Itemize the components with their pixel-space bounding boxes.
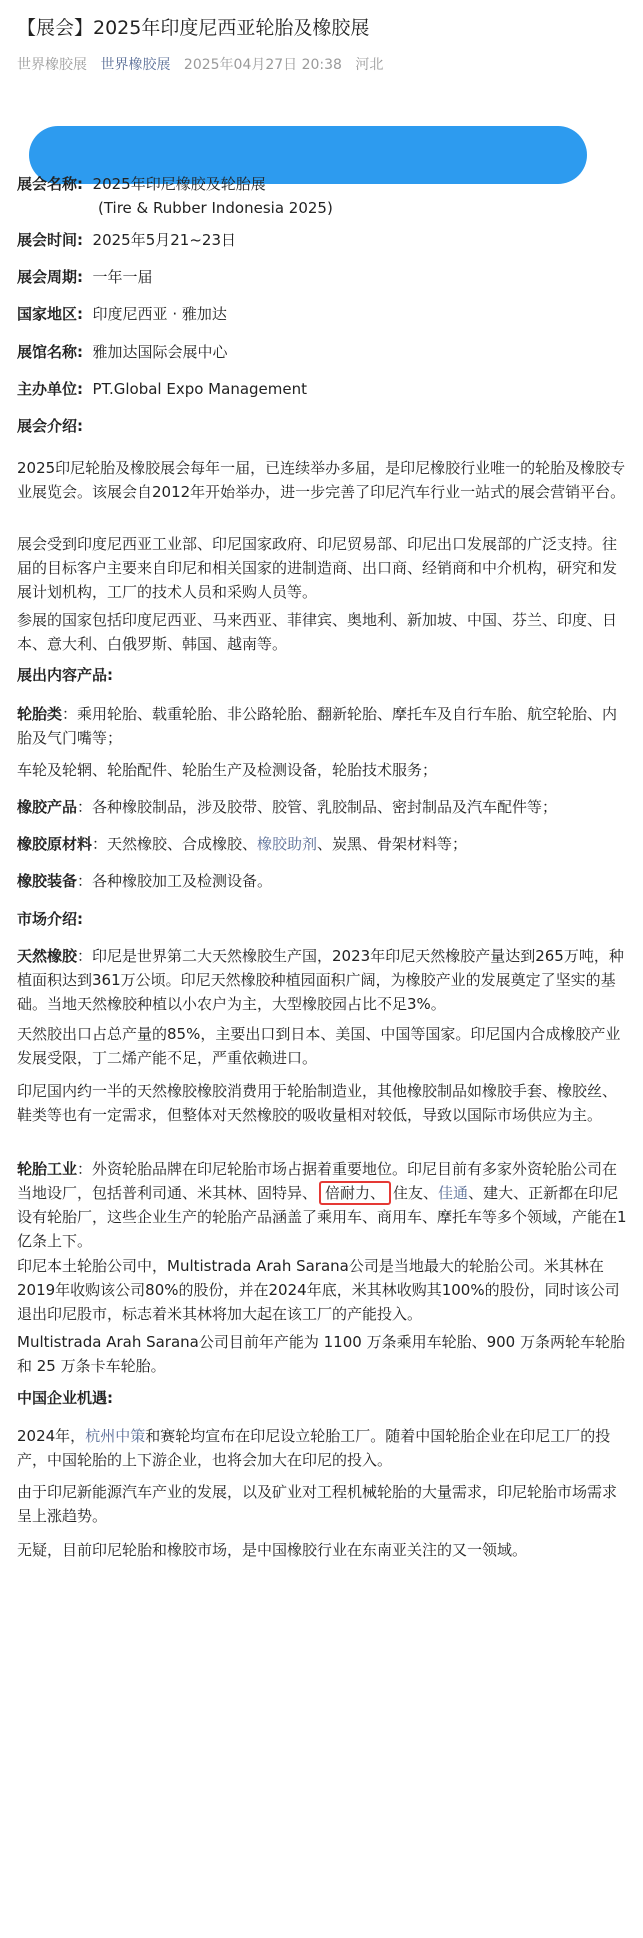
info-venue — [17, 340, 629, 364]
market-nr-label: 天然橡胶 — [17, 947, 78, 965]
zhongce-link[interactable]: 杭州中策 — [85, 1427, 146, 1445]
products-wheel: 车轮及轮辋、轮胎配件、轮胎生产及检测设备，轮胎技术服务； — [17, 761, 438, 779]
info-time-value: 2025年5月21~23日 — [92, 231, 237, 249]
article-meta — [17, 55, 392, 75]
china-paragraph-2: 由于印尼新能源汽车产业的发展，以及矿业对工程机械轮胎的大量需求，印尼轮胎市场需求呈上涨趋势。 — [17, 1483, 618, 1525]
china-paragraph-1 — [17, 1424, 629, 1472]
china-p1-text-1: 2024年， — [17, 1427, 86, 1445]
products-raw-label: 橡胶原材料 — [17, 835, 93, 853]
info-region — [17, 302, 629, 326]
products-tire-text: ：乘用轮胎、载重轮胎、非公路轮胎、翻新轮胎、摩托车及自行车胎、航空轮胎、内胎及气门嘴等； — [17, 705, 618, 747]
market-tire-industry — [17, 1157, 629, 1253]
market-tire-ind-text-1: ：外资轮胎品牌在印尼轮胎市场占据着重要地位。印尼目前有多家外资轮胎公司在当地设厂，包括普利司通、米其林、固特异、 — [17, 1160, 618, 1202]
info-cycle-value: 一年一届 — [92, 268, 153, 286]
products-rubber-label: 橡胶产品 — [17, 798, 78, 816]
info-cycle-label: 展会周期: — [17, 268, 83, 286]
meta-datetime: 2025年04月27日 20:38 — [183, 57, 342, 73]
info-organizer-label: 主办单位: — [17, 380, 83, 398]
info-name-cn: 2025年印尼橡胶及轮胎展 — [92, 175, 266, 193]
info-name-label: 展会名称: — [17, 175, 83, 193]
products-equip-text: ：各种橡胶加工及检测设备。 — [77, 872, 273, 890]
rubber-additive-link[interactable]: 橡胶助剂 — [257, 835, 318, 853]
info-organizer-value: PT.Global Expo Management — [92, 380, 307, 398]
info-venue-value: 雅加达国际会展中心 — [92, 343, 228, 361]
china-p1-text-2: 和赛轮均宣布在印尼设立轮胎工厂。随着中国轮胎企业在印尼工厂的投产，中国轮胎的上下游企业，也将会加大在印尼的投入。 — [17, 1427, 611, 1469]
china-heading: 中国企业机遇: — [17, 1389, 113, 1407]
info-name — [17, 172, 629, 220]
market-export: 天然胶出口占总产量的85%，主要出口到日本、美国、中国等国家。印尼国内合成橡胶产业发展受限，丁二烯产能不足，严重依赖进口。 — [17, 1025, 621, 1067]
market-natural-rubber — [17, 944, 629, 1016]
products-tire — [17, 702, 629, 750]
market-local: 印尼本土轮胎公司中，Multistrada Arah Sarana公司是当地最大的轮胎公司。米其林在2019年收购该公司80%的股份，并在2024年底，米其林收购其100%的股份，同时该公司退出印尼股市，标志着米其林将加大起在该工厂的产能投入。 — [17, 1257, 620, 1323]
market-consume: 印尼国内约一半的天然橡胶橡胶消费用于轮胎制造业，其他橡胶制品如橡胶手套、橡胶丝、鞋类等也有一定需求，但整体对天然橡胶的吸收量相对较低，导致以国际市场供应为主。 — [17, 1082, 618, 1124]
products-tire-label: 轮胎类 — [17, 705, 63, 723]
china-paragraph-3: 无疑，目前印尼轮胎和橡胶市场，是中国橡胶行业在东南亚关注的又一领域。 — [17, 1541, 528, 1559]
info-organizer — [17, 377, 629, 401]
info-name-en: (Tire & Rubber Indonesia 2025) — [98, 199, 333, 217]
products-raw — [17, 832, 629, 856]
products-raw-text-1: ：天然橡胶、合成橡胶、 — [92, 835, 258, 853]
intro-paragraph-3: 参展的国家包括印度尼西亚、马来西亚、菲律宾、奥地利、新加坡、中国、芬兰、印度、日本、意大利、白俄罗斯、韩国、越南等。 — [17, 611, 618, 653]
giti-link[interactable]: 佳通 — [438, 1184, 469, 1202]
market-nr-text: ：印尼是世界第二大天然橡胶生产国，2023年印尼天然橡胶产量达到265万吨，种植面积达到361万公顷。印尼天然橡胶种植园面积广阔，为橡胶产业的发展奠定了坚实的基础。当地天然橡胶种植以小农户为主，大型橡胶园占比不足3%。 — [17, 947, 624, 1013]
market-heading: 市场介绍: — [17, 910, 83, 928]
meta-source: 世界橡胶展 — [17, 57, 87, 73]
products-rubber — [17, 795, 629, 819]
info-region-value: 印度尼西亚 · 雅加达 — [92, 305, 227, 323]
pirelli-highlight: 倍耐力、 — [319, 1181, 391, 1205]
products-equip-label: 橡胶装备 — [17, 872, 78, 890]
meta-location: 河北 — [355, 57, 384, 73]
market-capacity: Multistrada Arah Sarana公司目前年产能为 1100 万条乘用车轮胎、900 万条两轮车轮胎和 25 万条卡车轮胎。 — [17, 1333, 625, 1375]
intro-paragraph-1: 2025印尼轮胎及橡胶展会每年一届，已连续举办多届，是印尼橡胶行业唯一的轮胎及橡胶专业展览会。该展会自2012年开始举办，进一步完善了印尼汽车行业一站式的展会营销平台。 — [17, 459, 626, 501]
market-tire-ind-label: 轮胎工业 — [17, 1160, 78, 1178]
market-tire-ind-text-2: 住友、 — [393, 1184, 439, 1202]
intro-paragraph-2: 展会受到印度尼西亚工业部、印尼国家政府、印尼贸易部、印尼出口发展部的广泛支持。往届的目标客户主要来自印尼和相关国家的进制造商、出口商、经销商和中介机构，研究和发展计划机构，工厂的技术人员和采购人员等。 — [17, 535, 618, 601]
info-time — [17, 228, 629, 252]
products-equip — [17, 869, 629, 893]
info-venue-label: 展馆名称: — [17, 343, 83, 361]
meta-account-link[interactable]: 世界橡胶展 — [100, 57, 171, 73]
products-heading: 展出内容产品: — [17, 666, 113, 684]
info-region-label: 国家地区: — [17, 305, 83, 323]
market-tire-ind-text-3: 、建大、正新都在印尼设有轮胎厂，这些企业生产的轮胎产品涵盖了乘用车、商用车、摩托车等多个领域，产能在1亿条上下。 — [17, 1184, 627, 1250]
info-time-label: 展会时间: — [17, 231, 83, 249]
products-rubber-text: ：各种橡胶制品，涉及胶带、胶管、乳胶制品、密封制品及汽车配件等； — [77, 798, 558, 816]
intro-heading: 展会介绍: — [17, 417, 83, 435]
article-title: 【展会】2025年印度尼西亚轮胎及橡胶展 — [17, 17, 370, 39]
products-raw-text-2: 、炭黑、骨架材料等； — [317, 835, 468, 853]
info-cycle — [17, 265, 629, 289]
